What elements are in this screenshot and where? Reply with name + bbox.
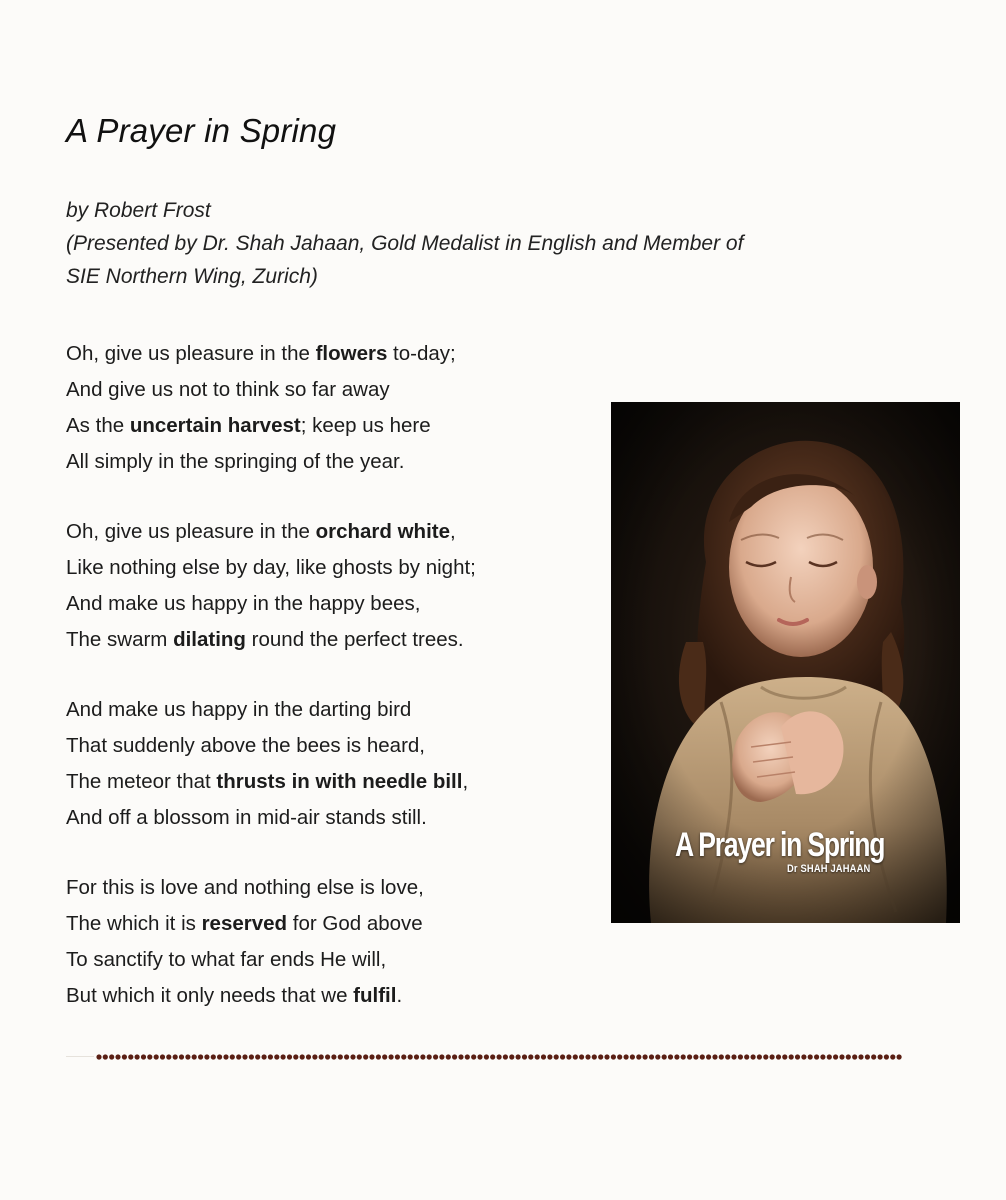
poem-line bbox=[66, 906, 606, 942]
divider-dot bbox=[350, 1054, 355, 1059]
divider-dot bbox=[700, 1054, 705, 1059]
divider-dot bbox=[363, 1054, 368, 1059]
divider-lead bbox=[66, 1056, 94, 1057]
divider-dot bbox=[109, 1054, 114, 1059]
emphasized-phrase: flowers bbox=[315, 342, 388, 365]
divider-dot bbox=[522, 1054, 527, 1059]
text-segment: ; keep us here bbox=[300, 414, 431, 437]
text-segment: Oh, give us pleasure in the bbox=[66, 342, 316, 365]
divider-dot bbox=[420, 1054, 425, 1059]
text-segment: , bbox=[450, 520, 456, 543]
divider-dot bbox=[439, 1054, 444, 1059]
divider-dot bbox=[408, 1054, 413, 1059]
divider-dot bbox=[509, 1054, 514, 1059]
text-segment: , bbox=[462, 770, 469, 793]
divider-dot bbox=[160, 1054, 165, 1059]
divider-dot bbox=[401, 1054, 406, 1059]
divider-dot bbox=[541, 1054, 546, 1059]
divider-dot bbox=[255, 1054, 260, 1059]
divider-dot bbox=[554, 1054, 559, 1059]
cover-text bbox=[675, 827, 960, 875]
text-segment: And make us happy in the happy bees, bbox=[66, 592, 421, 615]
divider-dot bbox=[389, 1054, 394, 1059]
author-line: by Robert Frost bbox=[66, 199, 211, 222]
text-segment: . bbox=[396, 984, 403, 1007]
divider-dot bbox=[369, 1054, 374, 1059]
divider-dot bbox=[395, 1054, 400, 1059]
divider-dot bbox=[776, 1054, 781, 1059]
divider-dot bbox=[503, 1054, 508, 1059]
divider-dot bbox=[135, 1054, 140, 1059]
emphasized-phrase: dilating bbox=[173, 628, 246, 651]
divider-dot bbox=[839, 1054, 844, 1059]
divider-dot bbox=[338, 1054, 343, 1059]
divider-dot bbox=[687, 1054, 692, 1059]
divider-dot bbox=[306, 1054, 311, 1059]
text-segment: to-day; bbox=[387, 342, 456, 365]
divider-dot bbox=[192, 1054, 197, 1059]
emphasized-phrase: fulfil bbox=[353, 984, 397, 1007]
divider-dot bbox=[223, 1054, 228, 1059]
poem-line bbox=[66, 978, 606, 1014]
divider-dot bbox=[655, 1054, 660, 1059]
poem-body bbox=[66, 336, 606, 1014]
divider-dot bbox=[858, 1054, 863, 1059]
divider-dot bbox=[751, 1054, 756, 1059]
divider-dot bbox=[643, 1054, 648, 1059]
divider-dot bbox=[484, 1054, 489, 1059]
divider-dot bbox=[789, 1054, 794, 1059]
divider-dot bbox=[217, 1054, 222, 1059]
divider-dot bbox=[452, 1054, 457, 1059]
divider-dot bbox=[154, 1054, 159, 1059]
text-segment: For this is love and nothing else is love, bbox=[66, 876, 424, 899]
divider-dot bbox=[770, 1054, 775, 1059]
poem-title: A Prayer in Spring bbox=[66, 112, 337, 149]
text-segment: All simply in the springing of the year. bbox=[66, 450, 405, 473]
text-segment: As the bbox=[66, 414, 130, 437]
divider-dot bbox=[598, 1054, 603, 1059]
divider-dot bbox=[249, 1054, 254, 1059]
cover-image bbox=[611, 402, 960, 923]
divider-dot bbox=[757, 1054, 762, 1059]
divider-dot bbox=[497, 1054, 502, 1059]
divider-dot bbox=[262, 1054, 267, 1059]
divider-dot bbox=[427, 1054, 432, 1059]
emphasized-phrase: uncertain harvest bbox=[129, 414, 301, 437]
poem-line bbox=[66, 550, 606, 586]
divider-dot bbox=[122, 1054, 127, 1059]
divider-dot bbox=[528, 1054, 533, 1059]
divider-dot bbox=[516, 1054, 521, 1059]
divider-dot bbox=[204, 1054, 209, 1059]
dotted-divider bbox=[96, 1052, 906, 1062]
divider-dot bbox=[649, 1054, 654, 1059]
divider-dot bbox=[585, 1054, 590, 1059]
divider-dot bbox=[820, 1054, 825, 1059]
divider-dot bbox=[617, 1054, 622, 1059]
divider-dot bbox=[630, 1054, 635, 1059]
divider-dot bbox=[211, 1054, 216, 1059]
text-segment: The meteor that bbox=[66, 770, 217, 793]
divider-dot bbox=[871, 1054, 876, 1059]
divider-dot bbox=[560, 1054, 565, 1059]
poem-line bbox=[66, 692, 606, 728]
byline bbox=[66, 194, 886, 293]
text-segment: The swarm bbox=[66, 628, 174, 651]
text-segment: round the perfect trees. bbox=[245, 628, 464, 651]
divider-dot bbox=[274, 1054, 279, 1059]
text-segment: Like nothing else by day, like ghosts by night; bbox=[66, 556, 476, 579]
poem-line bbox=[66, 372, 606, 408]
divider-dot bbox=[801, 1054, 806, 1059]
divider-dot bbox=[147, 1054, 152, 1059]
divider-dot bbox=[738, 1054, 743, 1059]
text-segment: And make us happy in the darting bird bbox=[66, 698, 412, 721]
stanza bbox=[66, 692, 606, 836]
stanza bbox=[66, 514, 606, 658]
stanza bbox=[66, 336, 606, 480]
divider-dot bbox=[446, 1054, 451, 1059]
divider-dot bbox=[827, 1054, 832, 1059]
divider-dot bbox=[611, 1054, 616, 1059]
poem-line bbox=[66, 622, 606, 658]
divider-dot bbox=[357, 1054, 362, 1059]
divider-dot bbox=[103, 1054, 108, 1059]
divider-dot bbox=[636, 1054, 641, 1059]
divider-dot bbox=[725, 1054, 730, 1059]
cover-title: A Prayer in Spring bbox=[675, 826, 885, 864]
divider-dot bbox=[287, 1054, 292, 1059]
divider-dot bbox=[312, 1054, 317, 1059]
divider-dot bbox=[185, 1054, 190, 1059]
divider-dot bbox=[624, 1054, 629, 1059]
divider-dot bbox=[744, 1054, 749, 1059]
divider-dot bbox=[173, 1054, 178, 1059]
divider-dot bbox=[846, 1054, 851, 1059]
divider-dot bbox=[719, 1054, 724, 1059]
divider-dot bbox=[573, 1054, 578, 1059]
text-segment: To sanctify to what far ends He will, bbox=[66, 948, 387, 971]
divider-dot bbox=[268, 1054, 273, 1059]
divider-dot bbox=[376, 1054, 381, 1059]
divider-dot bbox=[141, 1054, 146, 1059]
emphasized-phrase: orchard white bbox=[315, 520, 450, 543]
text-segment: for God above bbox=[287, 912, 423, 935]
poem-line bbox=[66, 870, 606, 906]
divider-dot bbox=[712, 1054, 717, 1059]
emphasized-phrase: reserved bbox=[201, 912, 288, 935]
divider-dot bbox=[897, 1054, 902, 1059]
text-segment: And give us not to think so far away bbox=[66, 378, 390, 401]
divider-dot bbox=[814, 1054, 819, 1059]
divider-dot bbox=[458, 1054, 463, 1059]
divider-dot bbox=[96, 1054, 101, 1059]
divider-dot bbox=[592, 1054, 597, 1059]
text-segment: Oh, give us pleasure in the bbox=[66, 520, 316, 543]
text-segment: And off a blossom in mid-air stands still. bbox=[66, 806, 427, 829]
poem-line bbox=[66, 728, 606, 764]
divider-dot bbox=[782, 1054, 787, 1059]
divider-dot bbox=[382, 1054, 387, 1059]
divider-dot bbox=[477, 1054, 482, 1059]
divider-dot bbox=[300, 1054, 305, 1059]
divider-dot bbox=[795, 1054, 800, 1059]
divider-dot bbox=[471, 1054, 476, 1059]
divider-dot bbox=[535, 1054, 540, 1059]
divider-dot bbox=[674, 1054, 679, 1059]
emphasized-phrase: thrusts in with needle bill bbox=[216, 770, 463, 793]
divider-dot bbox=[852, 1054, 857, 1059]
poem-line bbox=[66, 444, 606, 480]
divider-dot bbox=[319, 1054, 324, 1059]
divider-dot bbox=[763, 1054, 768, 1059]
divider-dot bbox=[344, 1054, 349, 1059]
divider-dot bbox=[566, 1054, 571, 1059]
divider-dot bbox=[604, 1054, 609, 1059]
divider-dot bbox=[325, 1054, 330, 1059]
divider-dot bbox=[865, 1054, 870, 1059]
divider-dot bbox=[236, 1054, 241, 1059]
divider-dot bbox=[490, 1054, 495, 1059]
divider-dot bbox=[890, 1054, 895, 1059]
divider-dot bbox=[433, 1054, 438, 1059]
divider-dot bbox=[293, 1054, 298, 1059]
divider-dot bbox=[242, 1054, 247, 1059]
poem-line bbox=[66, 800, 606, 836]
divider-dot bbox=[465, 1054, 470, 1059]
divider-dot bbox=[166, 1054, 171, 1059]
divider-dot bbox=[414, 1054, 419, 1059]
divider-dot bbox=[128, 1054, 133, 1059]
divider-dot bbox=[115, 1054, 120, 1059]
poem-line bbox=[66, 942, 606, 978]
divider-dot bbox=[198, 1054, 203, 1059]
divider-dot bbox=[579, 1054, 584, 1059]
divider-dot bbox=[668, 1054, 673, 1059]
presenter-line-1: (Presented by Dr. Shah Jahaan, Gold Medalist in English and Member of bbox=[66, 232, 744, 255]
divider-dot bbox=[878, 1054, 883, 1059]
poem-line bbox=[66, 764, 606, 800]
divider-dot bbox=[833, 1054, 838, 1059]
divider-dot bbox=[179, 1054, 184, 1059]
divider-dot bbox=[230, 1054, 235, 1059]
text-segment: But which it only needs that we bbox=[66, 984, 354, 1007]
cover-author: Dr SHAH JAHAAN bbox=[787, 863, 871, 875]
divider-dot bbox=[884, 1054, 889, 1059]
divider-dot bbox=[731, 1054, 736, 1059]
divider-dot bbox=[281, 1054, 286, 1059]
stanza bbox=[66, 870, 606, 1014]
poem-line bbox=[66, 514, 606, 550]
poem-line bbox=[66, 408, 606, 444]
poem-line bbox=[66, 586, 606, 622]
presenter-line-2: SIE Northern Wing, Zurich) bbox=[66, 265, 318, 288]
divider-dot bbox=[547, 1054, 552, 1059]
divider-dot bbox=[706, 1054, 711, 1059]
divider-dot bbox=[693, 1054, 698, 1059]
divider-dot bbox=[662, 1054, 667, 1059]
divider-dot bbox=[331, 1054, 336, 1059]
poem-line bbox=[66, 336, 606, 372]
divider-dot bbox=[808, 1054, 813, 1059]
text-segment: The which it is bbox=[66, 912, 202, 935]
text-segment: That suddenly above the bees is heard, bbox=[66, 734, 425, 757]
divider-dot bbox=[681, 1054, 686, 1059]
